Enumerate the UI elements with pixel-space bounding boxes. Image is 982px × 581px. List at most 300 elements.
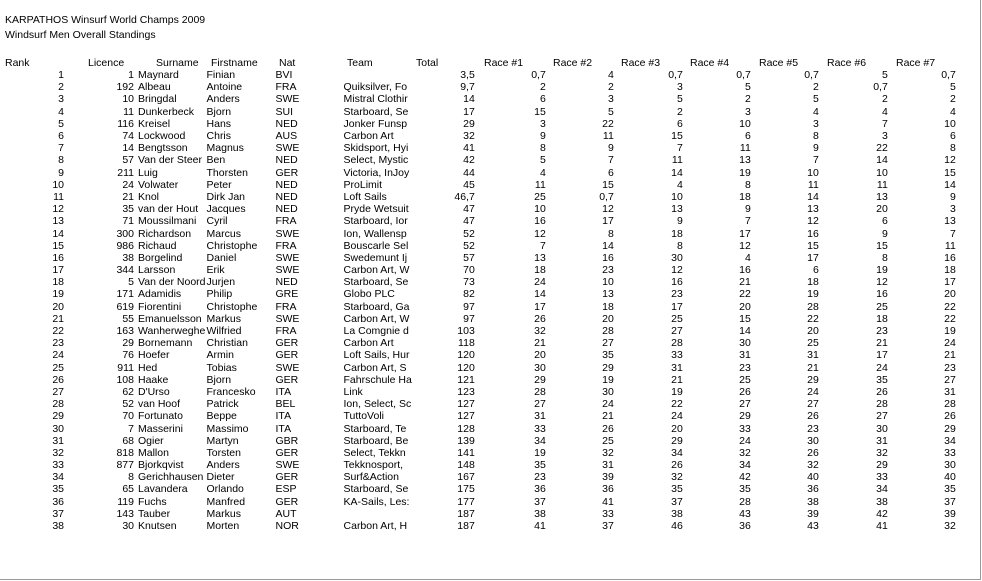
cell-race-5: 18 xyxy=(807,276,819,289)
cell-total: 120 xyxy=(457,361,475,374)
cell-race-6: 16 xyxy=(876,288,888,301)
cell-nat: NOR xyxy=(275,520,299,533)
cell-race-6: 18 xyxy=(876,312,888,325)
table-row xyxy=(0,496,959,508)
cell-race-2: 25 xyxy=(602,434,614,447)
cell-race-2: 41 xyxy=(602,495,614,508)
cell-race-5: 17 xyxy=(807,251,819,264)
cell-team: Starboard, Ga xyxy=(343,300,410,313)
cell-race-2: 29 xyxy=(602,361,614,374)
cell-surname: Albeau xyxy=(138,81,171,94)
cell-race-6: 41 xyxy=(876,520,888,533)
cell-surname: Luig xyxy=(138,166,158,179)
cell-race-3: 46 xyxy=(671,520,683,533)
cell-race-4: 42 xyxy=(739,471,751,484)
table-row xyxy=(0,252,959,264)
cell-race-7: 30 xyxy=(944,459,956,472)
cell-licence: 24 xyxy=(122,178,134,191)
cell-race-2: 19 xyxy=(602,373,614,386)
cell-race-6: 30 xyxy=(876,422,888,435)
cell-total: 127 xyxy=(457,410,475,423)
cell-total: 141 xyxy=(457,446,475,459)
cell-licence: 76 xyxy=(122,349,134,362)
cell-race-7: 33 xyxy=(944,446,956,459)
cell-total: 14 xyxy=(463,93,475,106)
cell-race-7: 29 xyxy=(944,422,956,435)
cell-rank: 8 xyxy=(58,154,64,167)
cell-race-2: 11 xyxy=(602,130,614,143)
cell-surname: Haake xyxy=(138,373,169,386)
cell-race-3: 15 xyxy=(671,130,683,143)
cell-race-5: 28 xyxy=(807,300,819,313)
cell-race-7: 7 xyxy=(949,227,956,240)
cell-race-7: 28 xyxy=(944,398,956,411)
cell-race-2: 7 xyxy=(607,154,614,167)
cell-race-6: 5 xyxy=(881,69,888,82)
cell-race-5: 29 xyxy=(807,373,819,386)
cell-licence: 38 xyxy=(122,251,134,264)
cell-race-6: 21 xyxy=(876,337,888,350)
cell-total: 82 xyxy=(463,288,475,301)
table-row xyxy=(0,386,959,398)
cell-race-7: 20 xyxy=(944,288,956,301)
cell-race-6: 28 xyxy=(876,398,888,411)
cell-firstname: Manfred xyxy=(206,495,246,508)
cell-race-5: 4 xyxy=(812,105,819,118)
cell-total: 187 xyxy=(457,520,475,533)
cell-race-1: 2 xyxy=(539,81,546,94)
cell-race-1: 6 xyxy=(539,93,546,106)
cell-licence: 911 xyxy=(117,361,134,374)
cell-race-4: 3 xyxy=(744,105,751,118)
cell-firstname: Daniel xyxy=(206,251,237,264)
cell-licence: 14 xyxy=(122,142,134,155)
cell-licence: 70 xyxy=(122,410,134,423)
table-row xyxy=(0,215,959,227)
cell-race-6: 23 xyxy=(876,325,888,338)
cell-race-4: 35 xyxy=(739,483,751,496)
table-row xyxy=(0,240,959,252)
cell-race-3: 35 xyxy=(671,483,683,496)
cell-licence: 619 xyxy=(116,300,134,313)
header-nat: Nat xyxy=(279,57,296,69)
cell-team: ProLimit xyxy=(343,178,383,191)
cell-race-3: 32 xyxy=(671,471,683,484)
cell-firstname: Markus xyxy=(206,507,241,520)
cell-rank: 34 xyxy=(52,471,64,484)
cell-race-1: 26 xyxy=(534,312,546,325)
cell-race-7: 24 xyxy=(944,337,956,350)
cell-nat: SWE xyxy=(275,361,300,374)
cell-race-5: 23 xyxy=(807,422,819,435)
cell-team: Carbon Art xyxy=(343,337,394,350)
cell-race-4: 32 xyxy=(739,446,751,459)
cell-surname: Ogier xyxy=(138,434,164,447)
cell-race-6: 20 xyxy=(876,203,888,216)
cell-firstname: Anders xyxy=(206,93,240,106)
cell-race-4: 34 xyxy=(739,459,751,472)
cell-race-1: 36 xyxy=(534,483,546,496)
cell-licence: 171 xyxy=(116,288,134,301)
cell-surname: Borgelind xyxy=(138,251,183,264)
cell-race-5: 7 xyxy=(812,154,819,167)
cell-race-6: 24 xyxy=(876,361,888,374)
cell-race-7: 9 xyxy=(949,190,956,203)
cell-race-5: 12 xyxy=(807,215,819,228)
cell-rank: 1 xyxy=(58,69,64,82)
cell-race-7: 23 xyxy=(944,361,956,374)
cell-race-4: 6 xyxy=(744,130,751,143)
cell-race-7: 17 xyxy=(944,276,956,289)
cell-race-7: 26 xyxy=(944,410,956,423)
cell-total: 42 xyxy=(463,154,475,167)
cell-total: 32 xyxy=(463,130,475,143)
cell-licence: 55 xyxy=(122,312,134,325)
cell-licence: 62 xyxy=(122,385,134,398)
cell-race-1: 29 xyxy=(534,373,546,386)
cell-total: 177 xyxy=(457,495,475,508)
cell-race-4: 18 xyxy=(739,190,751,203)
cell-race-3: 5 xyxy=(676,93,683,106)
table-row xyxy=(0,362,959,374)
cell-total: 123 xyxy=(457,385,475,398)
cell-race-4: 9 xyxy=(744,203,751,216)
cell-race-4: 26 xyxy=(739,385,751,398)
cell-race-1: 41 xyxy=(534,520,546,533)
cell-race-3: 6 xyxy=(676,117,683,130)
cell-surname: van der Hout xyxy=(138,203,199,216)
cell-race-1: 30 xyxy=(534,361,546,374)
cell-team: Quiksilver, Fo xyxy=(343,81,408,94)
cell-nat: SWE xyxy=(275,459,300,472)
cell-nat: AUT xyxy=(275,507,297,520)
cell-nat: SWE xyxy=(275,251,300,264)
cell-firstname: Chris xyxy=(206,130,232,143)
cell-race-7: 5 xyxy=(949,81,956,94)
cell-rank: 36 xyxy=(52,495,64,508)
cell-race-3: 29 xyxy=(671,434,683,447)
cell-race-2: 13 xyxy=(602,288,614,301)
cell-race-2: 24 xyxy=(602,398,614,411)
cell-nat: GER xyxy=(275,166,299,179)
cell-rank: 6 xyxy=(58,130,64,143)
cell-race-6: 17 xyxy=(876,349,888,362)
cell-nat: GBR xyxy=(275,434,299,447)
cell-race-4: 21 xyxy=(739,276,751,289)
cell-race-5: 43 xyxy=(807,520,819,533)
cell-race-6: 29 xyxy=(876,459,888,472)
cell-race-3: 22 xyxy=(671,398,683,411)
table-row xyxy=(0,325,959,337)
cell-race-6: 4 xyxy=(881,105,888,118)
cell-race-6: 0,7 xyxy=(873,81,888,94)
cell-race-6: 27 xyxy=(876,410,888,423)
cell-race-6: 38 xyxy=(876,495,888,508)
cell-team: Carbon Art, W xyxy=(343,312,410,325)
cell-firstname: Marcus xyxy=(206,227,241,240)
cell-rank: 16 xyxy=(52,251,64,264)
cell-race-4: 16 xyxy=(739,264,751,277)
cell-team: Starboard, Se xyxy=(343,483,409,496)
cell-race-2: 36 xyxy=(602,483,614,496)
cell-total: 45 xyxy=(463,178,475,191)
cell-firstname: Bjorn xyxy=(206,373,232,386)
cell-race-7: 4 xyxy=(949,105,956,118)
cell-licence: 74 xyxy=(122,130,134,143)
cell-surname: Van der Noord xyxy=(138,276,206,289)
table-row xyxy=(0,179,959,191)
cell-race-2: 21 xyxy=(602,410,614,423)
cell-surname: Hed xyxy=(138,361,158,374)
cell-race-2: 26 xyxy=(602,422,614,435)
cell-race-5: 22 xyxy=(807,312,819,325)
cell-licence: 11 xyxy=(123,105,134,118)
cell-race-5: 9 xyxy=(812,142,819,155)
cell-rank: 11 xyxy=(53,190,64,203)
cell-race-5: 13 xyxy=(807,203,819,216)
cell-race-2: 35 xyxy=(602,349,614,362)
cell-rank: 10 xyxy=(52,178,64,191)
cell-race-5: 26 xyxy=(807,410,819,423)
cell-race-5: 8 xyxy=(812,130,819,143)
cell-race-7: 14 xyxy=(944,178,956,191)
cell-firstname: Ben xyxy=(206,154,226,167)
cell-race-7: 2 xyxy=(949,93,956,106)
cell-race-3: 16 xyxy=(671,276,683,289)
table-row xyxy=(0,276,959,288)
cell-race-1: 27 xyxy=(534,398,546,411)
cell-race-6: 26 xyxy=(876,385,888,398)
cell-nat: GER xyxy=(275,471,299,484)
cell-race-2: 9 xyxy=(607,142,614,155)
cell-surname: Bornemann xyxy=(138,337,193,350)
table-row xyxy=(0,337,959,349)
cell-race-5: 24 xyxy=(807,385,819,398)
cell-firstname: Martyn xyxy=(206,434,239,447)
cell-race-1: 33 xyxy=(534,422,546,435)
cell-race-7: 40 xyxy=(944,471,956,484)
cell-licence: 192 xyxy=(116,81,134,94)
cell-race-2: 18 xyxy=(602,300,614,313)
cell-nat: AUS xyxy=(275,130,298,143)
cell-race-6: 15 xyxy=(876,239,888,252)
cell-team: Link xyxy=(343,385,363,398)
header-licence: Licence xyxy=(88,57,125,69)
cell-race-5: 26 xyxy=(807,446,819,459)
cell-race-7: 0,7 xyxy=(941,69,956,82)
cell-race-5: 25 xyxy=(807,337,819,350)
cell-firstname: Armin xyxy=(206,349,234,362)
table-row xyxy=(0,227,959,239)
cell-firstname: Philip xyxy=(206,288,233,301)
table-row xyxy=(0,93,959,105)
cell-race-7: 22 xyxy=(944,312,956,325)
header-race-4: Race #4 xyxy=(690,57,730,69)
cell-race-1: 8 xyxy=(539,142,546,155)
cell-total: 47 xyxy=(463,203,475,216)
cell-total: 70 xyxy=(463,264,475,277)
cell-race-4: 13 xyxy=(739,154,751,167)
table-row xyxy=(0,374,959,386)
cell-race-3: 14 xyxy=(671,166,683,179)
cell-team: Carbon Art, W xyxy=(343,264,410,277)
cell-licence: 1 xyxy=(128,69,134,82)
cell-race-1: 19 xyxy=(534,446,546,459)
cell-race-2: 22 xyxy=(602,117,614,130)
cell-race-4: 5 xyxy=(744,81,751,94)
cell-race-3: 27 xyxy=(671,325,683,338)
cell-rank: 25 xyxy=(52,361,64,374)
cell-team: Bouscarle Sel xyxy=(343,239,409,252)
cell-surname: Kreisel xyxy=(138,117,171,130)
cell-race-2: 2 xyxy=(607,81,614,94)
cell-licence: 71 xyxy=(122,215,134,228)
table-row xyxy=(0,81,959,93)
cell-race-7: 27 xyxy=(944,373,956,386)
cell-race-3: 18 xyxy=(671,227,683,240)
cell-surname: Moussilmani xyxy=(138,215,197,228)
cell-race-4: 30 xyxy=(739,337,751,350)
cell-licence: 68 xyxy=(122,434,134,447)
cell-nat: FRA xyxy=(275,300,297,313)
page-title: KARPATHOS Winsurf World Champs 2009 xyxy=(5,14,206,26)
cell-total: 167 xyxy=(457,471,475,484)
cell-team: Starboard, Te xyxy=(343,422,407,435)
cell-rank: 21 xyxy=(52,312,64,325)
cell-licence: 108 xyxy=(116,373,134,386)
cell-nat: SWE xyxy=(275,142,300,155)
cell-race-4: 23 xyxy=(739,361,751,374)
cell-total: 29 xyxy=(463,117,475,130)
table-row xyxy=(0,520,959,532)
cell-rank: 5 xyxy=(58,117,64,130)
cell-race-4: 31 xyxy=(739,349,751,362)
cell-surname: Bjorkqvist xyxy=(138,459,184,472)
cell-firstname: Hans xyxy=(206,117,232,130)
cell-race-6: 31 xyxy=(876,434,888,447)
cell-rank: 35 xyxy=(52,483,64,496)
cell-team: Ion, Wallensp xyxy=(343,227,407,240)
cell-firstname: Dirk Jan xyxy=(206,190,246,203)
cell-race-7: 31 xyxy=(944,385,956,398)
cell-firstname: Magnus xyxy=(206,142,244,155)
cell-rank: 28 xyxy=(52,398,64,411)
cell-race-4: 36 xyxy=(739,520,751,533)
cell-surname: Knol xyxy=(138,190,160,203)
cell-total: 118 xyxy=(458,337,475,350)
cell-team: Starboard, Se xyxy=(343,105,409,118)
cell-nat: GER xyxy=(275,446,299,459)
table-row xyxy=(0,106,959,118)
cell-race-4: 33 xyxy=(739,422,751,435)
cell-race-2: 10 xyxy=(602,276,614,289)
cell-licence: 52 xyxy=(122,398,134,411)
table-row xyxy=(0,435,959,447)
cell-nat: ESP xyxy=(275,483,297,496)
cell-race-7: 34 xyxy=(944,434,956,447)
cell-firstname: Antoine xyxy=(206,81,243,94)
cell-race-7: 10 xyxy=(944,117,956,130)
table-row xyxy=(0,69,959,81)
cell-licence: 5 xyxy=(128,276,134,289)
cell-race-5: 6 xyxy=(812,264,819,277)
cell-race-2: 15 xyxy=(602,178,614,191)
cell-race-2: 5 xyxy=(607,105,614,118)
cell-rank: 38 xyxy=(52,520,64,533)
cell-race-6: 12 xyxy=(876,276,888,289)
cell-surname: D'Urso xyxy=(138,385,170,398)
cell-surname: Bengtsson xyxy=(138,142,188,155)
header-rank: Rank xyxy=(5,57,30,69)
cell-race-1: 28 xyxy=(534,385,546,398)
cell-firstname: Christophe xyxy=(206,300,258,313)
cell-total: 121 xyxy=(457,373,475,386)
cell-licence: 57 xyxy=(122,154,134,167)
cell-race-2: 3 xyxy=(607,93,614,106)
cell-firstname: Massimo xyxy=(206,422,249,435)
cell-team: Globo PLC xyxy=(343,288,395,301)
cell-team xyxy=(343,69,412,81)
cell-nat: ITA xyxy=(275,385,292,398)
cell-surname: Hoefer xyxy=(138,349,170,362)
cell-nat: ITA xyxy=(275,410,292,423)
cell-nat: FRA xyxy=(275,325,297,338)
cell-nat: GER xyxy=(275,373,299,386)
table-row xyxy=(0,459,959,471)
cell-firstname: Peter xyxy=(206,178,232,191)
cell-team: Starboard, Se xyxy=(343,276,409,289)
standings-table xyxy=(0,69,959,532)
cell-race-5: 14 xyxy=(807,190,819,203)
cell-rank: 7 xyxy=(58,142,64,155)
cell-race-1: 34 xyxy=(534,434,546,447)
cell-race-1: 32 xyxy=(534,325,546,338)
cell-firstname: Jacques xyxy=(206,203,246,216)
cell-team: Carbon Art, H xyxy=(343,520,408,533)
cell-race-3: 20 xyxy=(671,422,683,435)
cell-race-5: 19 xyxy=(807,288,819,301)
cell-race-6: 32 xyxy=(876,446,888,459)
cell-race-4: 0,7 xyxy=(736,69,751,82)
cell-rank: 27 xyxy=(52,385,64,398)
cell-total: 120 xyxy=(457,349,475,362)
cell-nat: NED xyxy=(275,276,298,289)
cell-nat: BEL xyxy=(275,398,296,411)
cell-surname: Knutsen xyxy=(138,520,177,533)
cell-surname: Maynard xyxy=(138,69,179,82)
cell-surname: Fiorentini xyxy=(138,300,182,313)
cell-rank: 33 xyxy=(52,459,64,472)
cell-licence: 30 xyxy=(122,520,134,533)
cell-surname: Tauber xyxy=(138,507,171,520)
cell-team: Skidsport, Hyi xyxy=(343,142,409,155)
cell-race-7: 35 xyxy=(944,483,956,496)
cell-race-2: 37 xyxy=(602,520,614,533)
cell-race-2: 28 xyxy=(602,325,614,338)
cell-rank: 32 xyxy=(52,446,64,459)
cell-total: 128 xyxy=(457,422,475,435)
cell-race-2: 23 xyxy=(602,264,614,277)
cell-race-1: 38 xyxy=(534,507,546,520)
cell-race-6: 6 xyxy=(881,215,888,228)
cell-race-6: 8 xyxy=(881,251,888,264)
cell-surname: Larsson xyxy=(138,264,176,277)
cell-race-6: 3 xyxy=(881,130,888,143)
table-row xyxy=(0,167,959,179)
cell-licence: 35 xyxy=(122,203,134,216)
cell-team: Mistral Clothir xyxy=(343,93,408,106)
cell-race-5: 21 xyxy=(807,361,819,374)
